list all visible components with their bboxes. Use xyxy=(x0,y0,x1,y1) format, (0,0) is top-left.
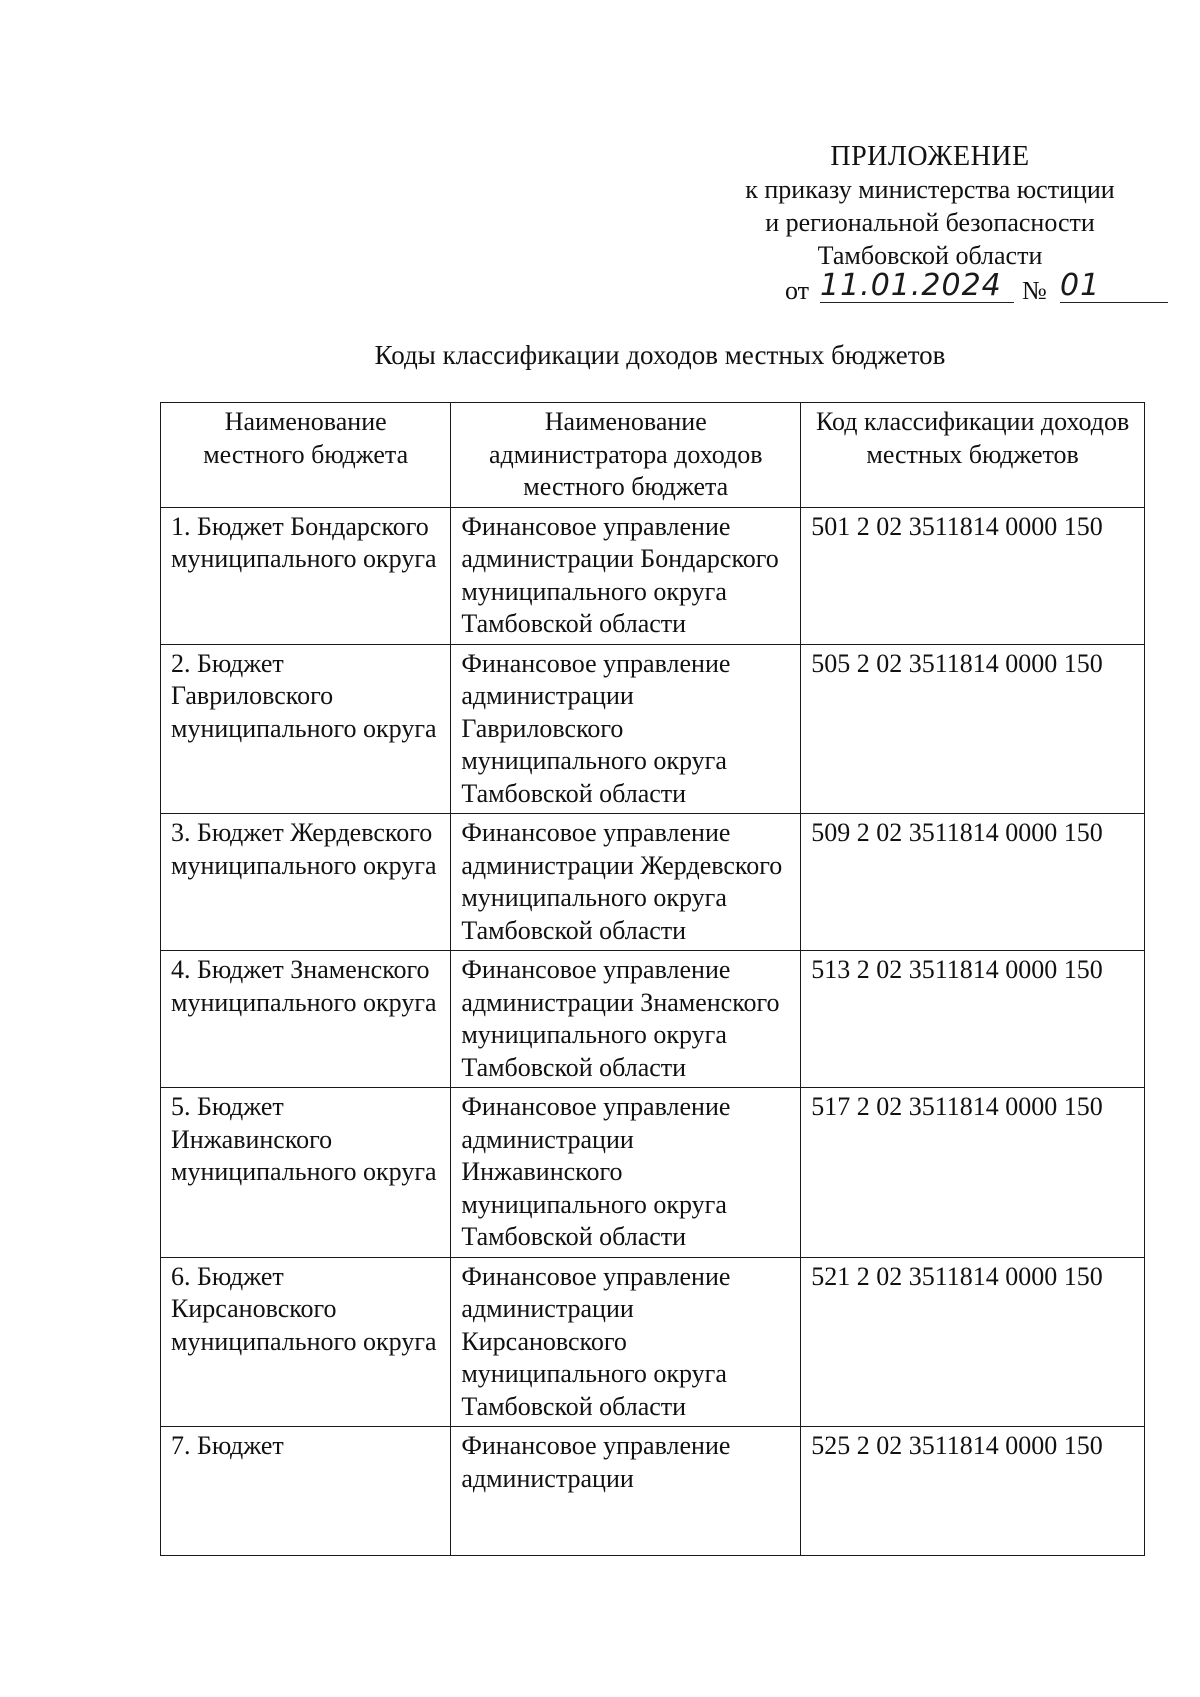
cell-administrator: Финансовое управление администрации Гавриловского муниципального округа Тамбовской области xyxy=(451,644,801,814)
cell-budget: 5. Бюджет Инжавинского муниципального округа xyxy=(161,1088,451,1258)
cell-budget: 6. Бюджет Кирсановского муниципального округа xyxy=(161,1257,451,1427)
cell-code: 509 2 02 3511814 0000 150 xyxy=(801,814,1145,951)
handwritten-date: 11.01.2024 xyxy=(820,268,1014,303)
cell-administrator: Финансовое управление администрации Инжавинского муниципального округа Тамбовской области xyxy=(451,1088,801,1258)
appendix-title: ПРИЛОЖЕНИЕ xyxy=(830,141,1030,172)
cell-administrator: Финансовое управление администрации Кирсановского муниципального округа Тамбовской области xyxy=(451,1257,801,1427)
table-row xyxy=(161,814,1145,951)
cell-code: 505 2 02 3511814 0000 150 xyxy=(801,644,1145,814)
table-row xyxy=(161,644,1145,814)
cell-budget: 2. Бюджет Гавриловского муниципального округа xyxy=(161,644,451,814)
cell-code: 513 2 02 3511814 0000 150 xyxy=(801,951,1145,1088)
cell-administrator: Финансовое управление администрации Жердевского муниципального округа Тамбовской области xyxy=(451,814,801,951)
date-label: от xyxy=(785,276,810,305)
appendix-line-1: к приказу министерства юстиции xyxy=(745,175,1115,204)
table-row xyxy=(161,507,1145,644)
header-administrator: Наименование администратора доходов местного бюджета xyxy=(451,403,801,508)
cell-administrator: Финансовое управление администрации Бондарского муниципального округа Тамбовской области xyxy=(451,507,801,644)
table-row xyxy=(161,1088,1145,1258)
appendix-line-2: и региональной безопасности xyxy=(765,208,1095,237)
cell-code: 521 2 02 3511814 0000 150 xyxy=(801,1257,1145,1427)
cell-code: 525 2 02 3511814 0000 150 xyxy=(801,1427,1145,1556)
cell-administrator: Финансовое управление администрации Знаменского муниципального округа Тамбовской области xyxy=(451,951,801,1088)
handwritten-number: 01 xyxy=(1060,268,1168,303)
order-date-line xyxy=(780,268,1170,308)
cell-administrator: Финансовое управление администрации xyxy=(451,1427,801,1556)
cell-budget: 4. Бюджет Знаменского муниципального округа xyxy=(161,951,451,1088)
header-budget-name: Наименование местного бюджета xyxy=(161,403,451,508)
table-row xyxy=(161,951,1145,1088)
income-codes-table xyxy=(160,402,1145,1556)
header-classification-code: Код классификации доходов местных бюджетов xyxy=(801,403,1145,508)
table-header-row xyxy=(161,403,1145,508)
cell-budget: 1. Бюджет Бондарского муниципального округа xyxy=(161,507,451,644)
number-label: № xyxy=(1022,276,1047,305)
cell-code: 501 2 02 3511814 0000 150 xyxy=(801,507,1145,644)
cell-code: 517 2 02 3511814 0000 150 xyxy=(801,1088,1145,1258)
cell-budget: 3. Бюджет Жердевского муниципального округа xyxy=(161,814,451,951)
table-row xyxy=(161,1257,1145,1427)
cell-budget: 7. Бюджет xyxy=(161,1427,451,1556)
appendix-line-3: Тамбовской области xyxy=(817,241,1043,270)
appendix-header xyxy=(700,140,1160,272)
table-row xyxy=(161,1427,1145,1556)
document-title: Коды классификации доходов местных бюджетов xyxy=(374,340,946,370)
